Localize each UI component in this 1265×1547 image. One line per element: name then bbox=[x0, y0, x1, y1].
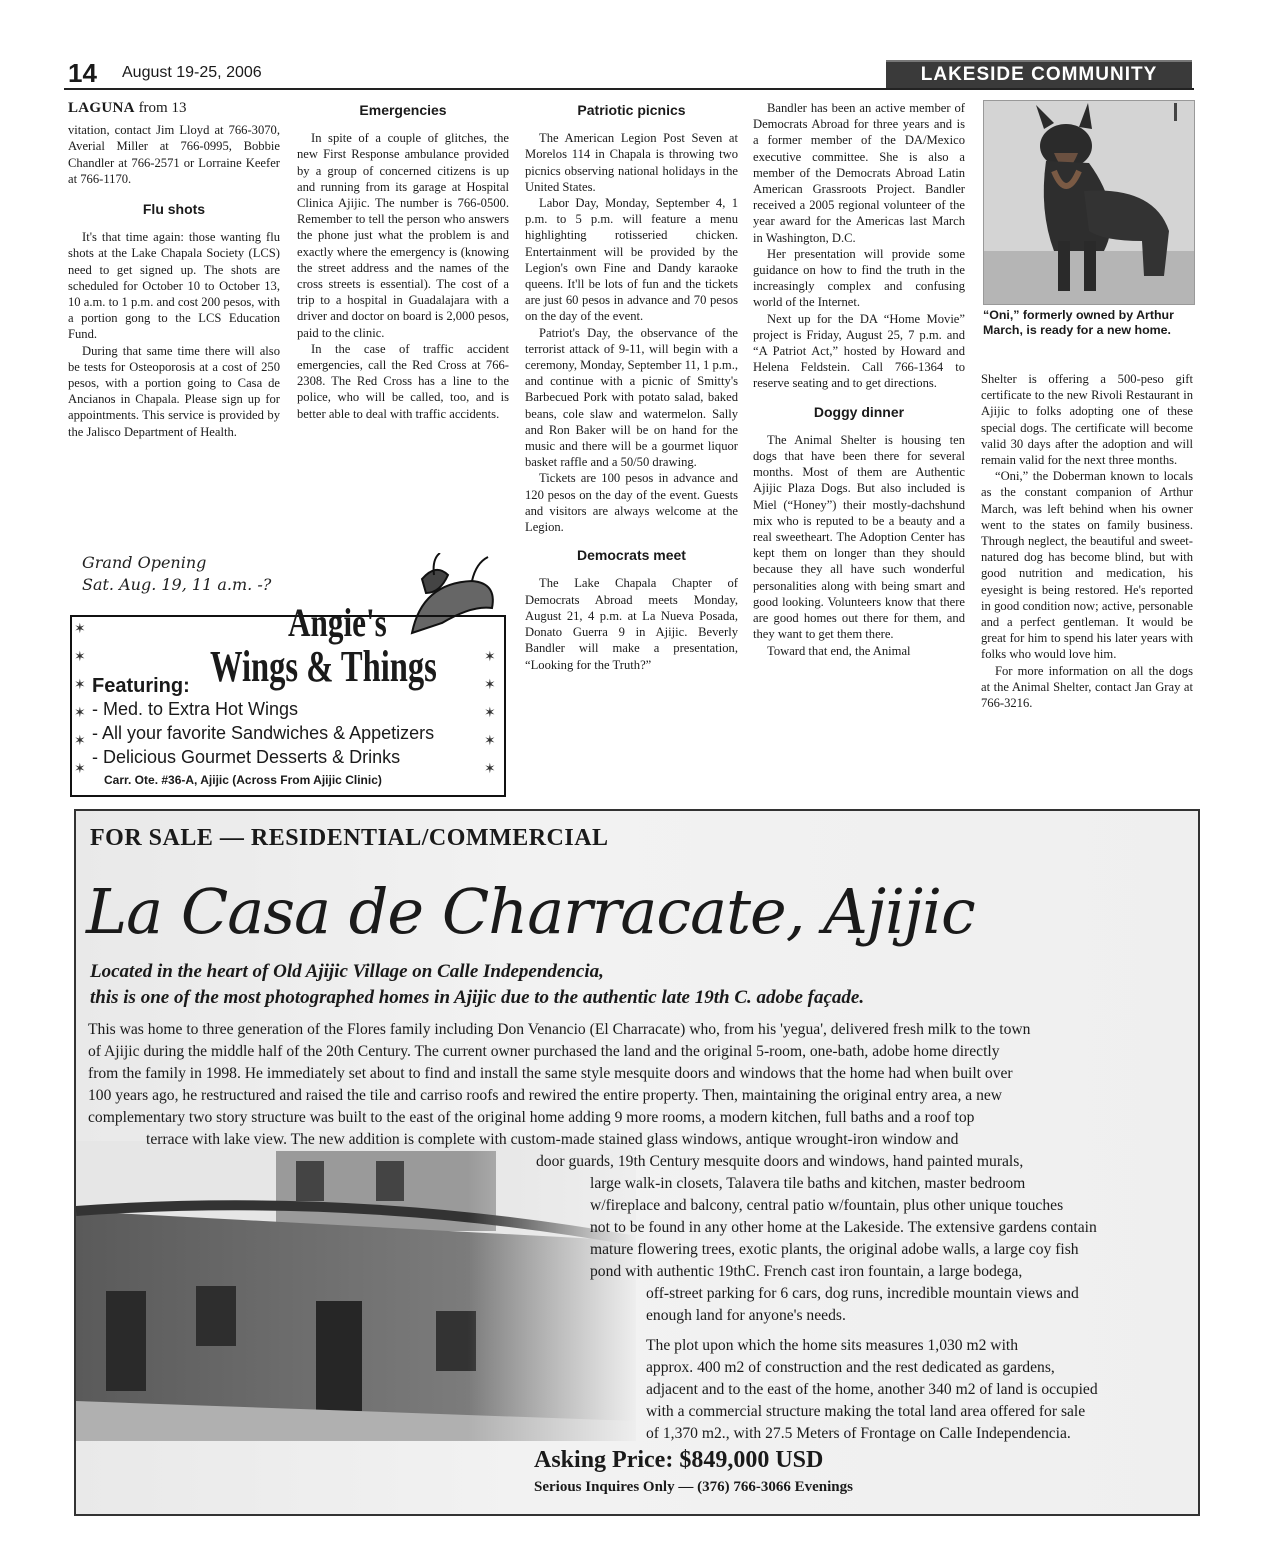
article-text: Labor Day, Monday, September 4, 1 p.m. to 5 p.m. will feature a menu highlighting rotisseried chicken. Entertainment will be provided by the Legion's own Fine and Dandy karaoke queens. It'll be lots of fun and the tickets are just 60 pesos in advance and 70 pesos on the day of the event. bbox=[525, 196, 738, 324]
angies-ad bbox=[70, 553, 502, 795]
column-3 bbox=[525, 102, 738, 673]
house-photo bbox=[76, 1141, 636, 1441]
article-text: Her presentation will provide some guidance on how to find the truth in the increasingly complex and confusing world of the Internet. bbox=[753, 246, 965, 310]
article-text: “Oni,” the Doberman known to locals as the constant companion of Arthur March, was left behind when his owner went to the states on family business. Through neglect, the beautiful and sweet-natured dog has become blind, but with good nutrition and medication, his eyesight is being restored. He's reported in good condition now; active, personable and a perfect gentleman. It would be great for him to spend his later years with folks who would love him. bbox=[981, 469, 1193, 662]
ad-address: Carr. Ote. #36-A, Ajijic (Across From Ajijic Clinic) bbox=[104, 773, 382, 787]
star-icon: ✶ bbox=[74, 706, 86, 721]
article-text: In the case of traffic accident emergencies, call the Red Cross at 766-2308. The Red Cross has a line to the police, who will be called, too, and is better able to deal with traffic accidents. bbox=[297, 341, 509, 421]
star-icon: ✶ bbox=[74, 734, 86, 749]
contact-info: Serious Inquires Only — (376) 766-3066 Evenings bbox=[534, 1479, 853, 1495]
article-text: It's that time again: those wanting flu shots at the Lake Chapala Society (LCS) need to get signed up. The shots are scheduled for October 10 to October 13, 10 a.m. to 1 p.m. and cost 200 pesos, with a portion gong to the LCS Education Fund. bbox=[68, 230, 280, 342]
jump-from: from 13 bbox=[134, 100, 187, 116]
asking-price: Asking Price: $849,000 USD bbox=[534, 1447, 824, 1473]
ad-title-angies: Angie's bbox=[288, 600, 387, 645]
sale-description-line: terrace with lake view. The new addition is complete with custom-made stained glass windows, antique wrought-iron window and bbox=[146, 1131, 959, 1148]
column-2 bbox=[297, 102, 509, 422]
star-icon: ✶ bbox=[484, 762, 496, 777]
ad-item: - Med. to Extra Hot Wings bbox=[92, 699, 299, 719]
sale-description-line: complementary two story structure was built to the east of the original home adding 9 more rooms, a modern kitchen, full baths and a roof top bbox=[88, 1109, 975, 1126]
article-text: The Lake Chapala Chapter of Democrats Abroad meets Monday, August 21, 4 p.m. at La Nueva Posada, Donato Guerra 9 in Ajijic. Beverly Bandler will make a presentation, “Looking for the Truth?” bbox=[525, 576, 738, 672]
sale-subtitle: this is one of the most photographed homes in Ajijic due to the authentic late 19th C. adobe façade. bbox=[90, 987, 865, 1008]
sale-description-line: mature flowering trees, exotic plants, the original adobe walls, a large coy fish bbox=[590, 1241, 1079, 1258]
plot-description-line: adjacent and to the east of the home, another 340 m2 of land is occupied bbox=[646, 1381, 1098, 1398]
star-icon: ✶ bbox=[74, 650, 86, 665]
star-icon: ✶ bbox=[484, 706, 496, 721]
article-text: Patriot's Day, the observance of the terrorist attack of 9-11, will begin with a ceremony, Monday, September 11, 1 p.m., and continue with a picnic of Smitty's Barbecued Pork with potato salad, baked beans, cole slaw and watermelon. Sally and Ron Baker will be on hand for the music and there will be a gourmet liquor basket raffle and a 50/50 drawing. bbox=[525, 325, 738, 470]
sale-description-line: from the family in 1998. He immediately set about to find and install the same style mesquite doors and windows that the home had when built over bbox=[88, 1065, 1013, 1082]
sale-description-line: off-street parking for 6 cars, dog runs, incredible mountain views and bbox=[646, 1285, 1079, 1302]
article-text: Toward that end, the Animal bbox=[767, 643, 911, 658]
doberman-photo bbox=[983, 100, 1195, 305]
sale-description-line: enough land for anyone's needs. bbox=[646, 1307, 846, 1324]
article-text: vitation, contact Jim Lloyd at 766-3070, Averial Miller at 766-0995, Bobbie Chandler at 766-2571 or Lorraine Keefer at 766-1170. bbox=[68, 123, 280, 186]
column-4 bbox=[753, 100, 965, 659]
issue-date: August 19-25, 2006 bbox=[122, 64, 262, 81]
jump-line bbox=[68, 100, 280, 116]
ad-item: - All your favorite Sandwiches & Appetizers bbox=[92, 723, 435, 743]
page-number: 14 bbox=[68, 58, 97, 88]
star-icon: ✶ bbox=[74, 762, 86, 777]
sale-description-line: pond with authentic 19thC. French cast iron fountain, a large bodega, bbox=[590, 1263, 1023, 1280]
sale-description-line: 100 years ago, he restructured and raised the tile and carriso roofs and rewired the entire property. Then, maintaining the original entry area, a new bbox=[88, 1087, 1003, 1104]
article-text: The Animal Shelter is housing ten dogs that have been there for several months. Most of them are Authentic Ajijic Plaza Dogs. But also included is Miel (“Honey”) their mostly-dachshund mix who is reputed to be a beauty and a real sweetheart. The Adoption Center has kept them on longer than they should because they all have such wonderful personalities along with being smart and good looking. Volunteers know that there are good homes out there for them, and they want to get them there. bbox=[753, 432, 965, 642]
star-icon: ✶ bbox=[484, 734, 496, 749]
jump-label: LAGUNA bbox=[68, 100, 135, 116]
plot-description-line: of 1,370 m2., with 27.5 Meters of Frontage on Calle Independencia. bbox=[646, 1425, 1071, 1442]
sale-title: La Casa de Charracate, Ajijic bbox=[86, 875, 975, 948]
sale-description-line: This was home to three generation of the Flores family including Don Venancio (El Charracate) who, from his 'yegua', delivered fresh milk to the town bbox=[88, 1021, 1031, 1038]
article-text: The American Legion Post Seven at Morelos 114 in Chapala is throwing two picnics observing national holidays in the United States. bbox=[525, 131, 738, 194]
sale-header: FOR SALE — RESIDENTIAL/COMMERCIAL bbox=[90, 825, 609, 851]
ad-title-wings-things: Wings & Things bbox=[210, 642, 437, 691]
subheading-democrats-meet: Democrats meet bbox=[577, 547, 686, 564]
ad-featuring: Featuring: bbox=[92, 675, 190, 697]
sale-description-line: door guards, 19th Century mesquite doors and windows, hand painted murals, bbox=[536, 1153, 1024, 1170]
sale-subtitle: Located in the heart of Old Ajijic Village on Calle Independencia, bbox=[90, 961, 604, 982]
star-icon: ✶ bbox=[484, 650, 496, 665]
article-text: In spite of a couple of glitches, the new First Response ambulance provided by a group of concerned citizens is up and running from its garage at Hospital Clinica Ajijic. The number is 766-0500. Remember to tell the person who answers the phone just what the problem is and exactly where the emergency is (knowing the street address and the names of the cross streets is essential). The cost of a trip to a hospital in Guadalajara with a driver and doctor on board is 2,000 pesos, paid to the clinic. bbox=[297, 131, 509, 340]
column-1 bbox=[68, 100, 280, 440]
star-icon: ✶ bbox=[74, 678, 86, 693]
for-sale-ad bbox=[74, 809, 1200, 1516]
subheading-flu-shots: Flu shots bbox=[142, 201, 206, 218]
header-rule bbox=[64, 88, 1194, 90]
sale-description-line: w/fireplace and balcony, central patio w/fountain, plus other unique touches bbox=[590, 1197, 1064, 1214]
sale-description-line: large walk-in closets, Talavera tile baths and kitchen, master bedroom bbox=[590, 1175, 1026, 1192]
article-text: During that same time there will also be tests for Osteoporosis at a cost of 250 pesos, with a portion going to Casa de Ancianos in Chapala. Please sign up for appointments. This service is provided by the Jalisco Department of Health. bbox=[68, 343, 280, 439]
plot-description-line: approx. 400 m2 of construction and the rest dedicated as gardens, bbox=[646, 1359, 1055, 1376]
star-icon: ✶ bbox=[74, 622, 86, 637]
section-banner: LAKESIDE COMMUNITY bbox=[886, 60, 1192, 88]
dog-illustration bbox=[984, 101, 1194, 304]
article-text: Shelter is offering a 500-peso gift certificate to the new Rivoli Restaurant in Ajijic to folks adopting one of these special dogs. The certificate will become valid 30 days after the adoption and will remain valid for the next three months. bbox=[981, 372, 1193, 468]
column-5 bbox=[981, 371, 1193, 711]
article-text: Tickets are 100 pesos in advance and 120 pesos on the day of the event. Guests and visitors are always welcome at the Legion. bbox=[525, 471, 738, 535]
article-text: For more information on all the dogs at the Animal Shelter, contact Jan Gray at 766-3216. bbox=[981, 663, 1193, 711]
article-text: Next up for the DA “Home Movie” project is Friday, August 25, 7 p.m. and “A Patriot Act,” hosted by Howard and Helena Feldstein. Call 766-1364 to reserve seating and to get directions. bbox=[753, 311, 965, 391]
star-icon: ✶ bbox=[484, 678, 496, 693]
plot-description-line: with a commercial structure making the total land area offered for sale bbox=[646, 1403, 1086, 1420]
plot-description-line: The plot upon which the home sits measures 1,030 m2 with bbox=[646, 1337, 1019, 1354]
handwritten-date: Sat. Aug. 19, 11 a.m. -? bbox=[82, 575, 272, 594]
handwritten-grand-opening: Grand Opening bbox=[82, 553, 207, 572]
sale-description-line: of Ajijic during the middle half of the 20th Century. The current owner purchased the land and the original 5-room, one-bath, adobe home directly bbox=[88, 1043, 1000, 1060]
article-text: Bandler has been an active member of Democrats Abroad for three years and is a former member of the DA/Mexico executive committee. She is also a member of the Democrats Abroad Latin American Grassroots Project. Bandler received a 2005 regional volunteer of the year award for the Americas last March in Washington, D.C. bbox=[753, 101, 965, 245]
subheading-patriotic-picnics: Patriotic picnics bbox=[577, 102, 686, 118]
subheading-doggy-dinner: Doggy dinner bbox=[813, 403, 905, 420]
subheading-emergencies: Emergencies bbox=[359, 102, 447, 118]
ad-item: - Delicious Gourmet Desserts & Drinks bbox=[92, 747, 401, 767]
photo-caption: “Oni,” formerly owned by Arthur March, is ready for a new home. bbox=[983, 308, 1174, 337]
sale-description-line: not to be found in any other home at the Lakeside. The extensive gardens contain bbox=[590, 1219, 1097, 1236]
